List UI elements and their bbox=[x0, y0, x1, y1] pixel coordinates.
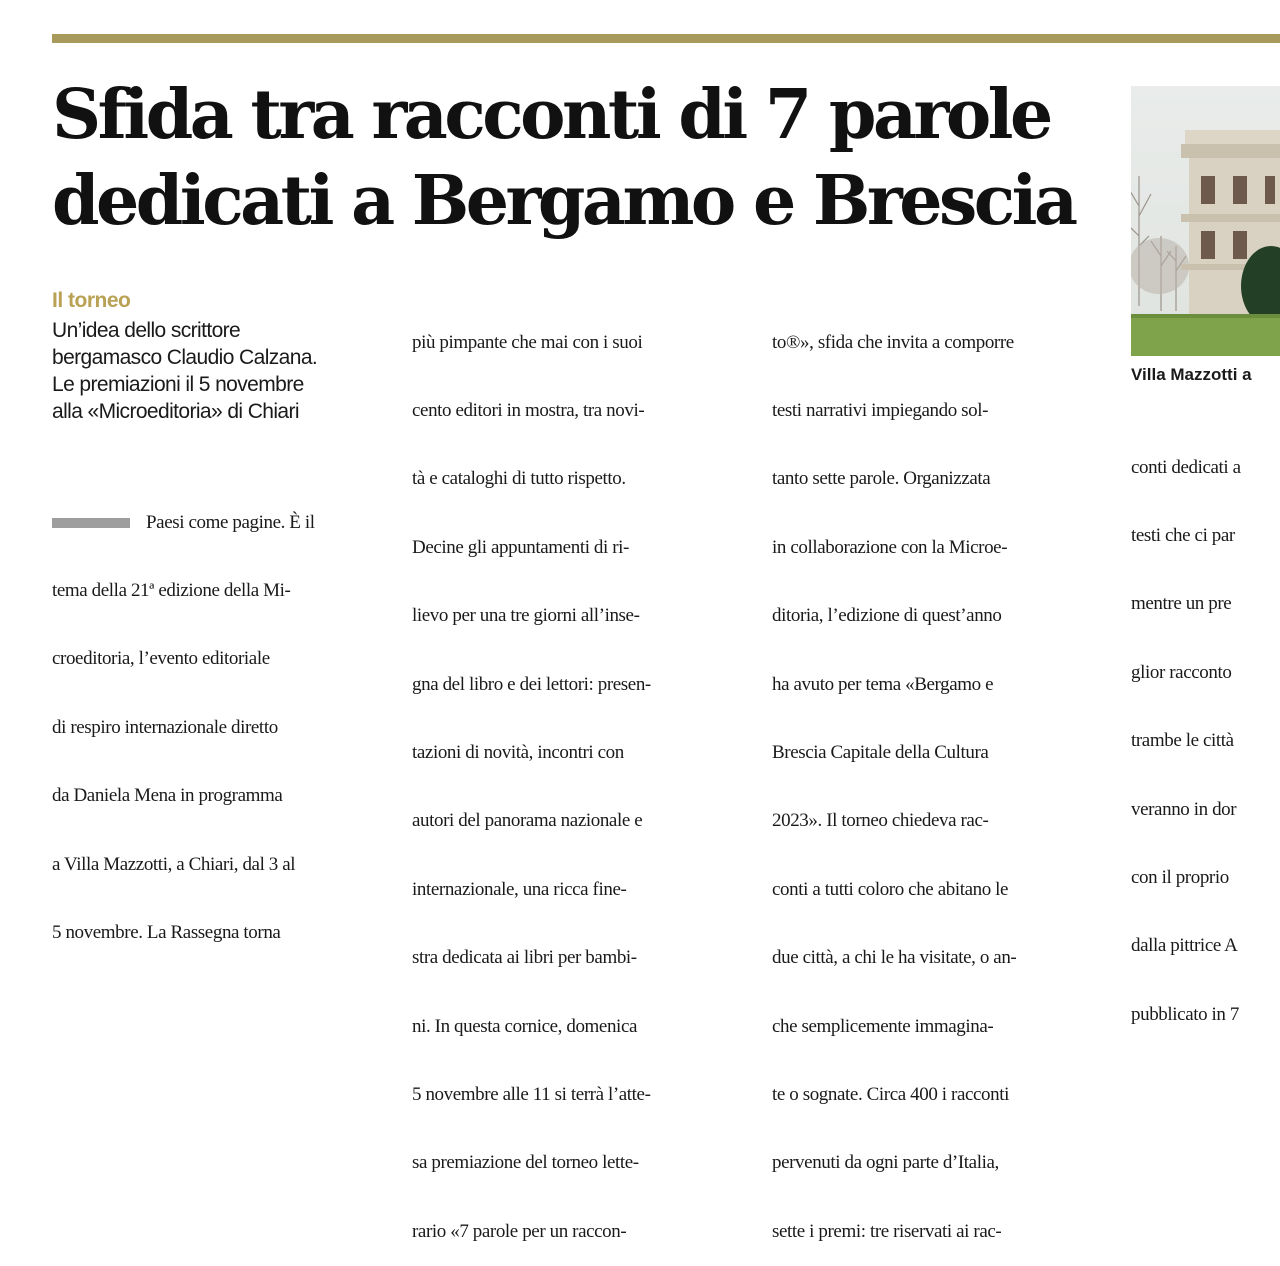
article-column-3 bbox=[772, 286, 1102, 1266]
column-line: to®», sfida che invita a comporre bbox=[772, 331, 1014, 353]
column-line: trambe le città bbox=[1131, 730, 1234, 752]
subhead-line: bergamasco Claudio Calzana. bbox=[52, 346, 318, 369]
column-line: Paesi come pagine. È il bbox=[52, 512, 382, 535]
column-line: da Daniela Mena in programma bbox=[52, 785, 283, 807]
column-line: sette i premi: tre riservati ai rac- bbox=[772, 1220, 1002, 1242]
column-line: veranno in dor bbox=[1131, 798, 1237, 820]
column-line: Brescia Capitale della Cultura bbox=[772, 741, 989, 763]
column-line: tazioni di novità, incontri con bbox=[412, 741, 624, 763]
article-column-1 bbox=[52, 466, 382, 968]
column-line: autori del panorama nazionale e bbox=[412, 810, 643, 832]
column-line: tema della 21ª edizione della Mi- bbox=[52, 579, 291, 601]
column-line: 2023». Il torneo chiedeva rac- bbox=[772, 810, 989, 832]
column-line: rario «7 parole per un raccon- bbox=[412, 1220, 627, 1242]
column-line: tà e cataloghi di tutto rispetto. bbox=[412, 468, 626, 490]
column-line: croeditoria, l’evento editoriale bbox=[52, 648, 270, 670]
headline-line-2: dedicati a Bergamo e Brescia bbox=[52, 161, 1075, 241]
column-line: ni. In questa cornice, domenica bbox=[412, 1015, 638, 1037]
column-line: Decine gli appuntamenti di ri- bbox=[412, 536, 629, 558]
top-rule bbox=[52, 34, 1280, 43]
column-line: a Villa Mazzotti, a Chiari, dal 3 al bbox=[52, 853, 296, 875]
column-line: 5 novembre alle 11 si terrà l’atte- bbox=[412, 1083, 651, 1105]
column-line: conti a tutti coloro che abitano le bbox=[772, 878, 1009, 900]
column-line: te o sognate. Circa 400 i racconti bbox=[772, 1083, 1010, 1105]
column-line: pubblicato in 7 bbox=[1131, 1003, 1239, 1025]
column-line: mentre un pre bbox=[1131, 593, 1232, 615]
column-line: che semplicemente immagina- bbox=[772, 1015, 994, 1037]
column-line: tanto sette parole. Organizzata bbox=[772, 468, 991, 490]
column-line: stra dedicata ai libri per bambi- bbox=[412, 947, 637, 969]
villa-photo bbox=[1131, 86, 1280, 356]
column-line: con il proprio bbox=[1131, 866, 1229, 888]
column-line: ditoria, l’edizione di quest’anno bbox=[772, 605, 1002, 627]
subhead-line: Le premiazioni il 5 novembre bbox=[52, 373, 304, 396]
photo-caption: Villa Mazzotti a bbox=[1131, 365, 1252, 384]
column-line: testi che ci par bbox=[1131, 524, 1235, 546]
column-line: lievo per una tre giorni all’inse- bbox=[412, 605, 640, 627]
column-line: di respiro internazionale diretto bbox=[52, 716, 278, 738]
villa-illustration bbox=[1131, 86, 1280, 356]
column-line: dalla pittrice A bbox=[1131, 935, 1238, 957]
column-line: in collaborazione con la Microe- bbox=[772, 536, 1008, 558]
column-line: internazionale, una ricca fine- bbox=[412, 878, 627, 900]
column-line: testi narrativi impiegando sol- bbox=[772, 399, 989, 421]
column-line: pervenuti da ogni parte d’Italia, bbox=[772, 1152, 999, 1174]
article-column-2 bbox=[412, 286, 742, 1266]
subhead-line: alla «Microeditoria» di Chiari bbox=[52, 400, 299, 423]
lead-bar bbox=[52, 518, 130, 528]
article-column-4 bbox=[1131, 411, 1280, 1049]
column-line: più pimpante che mai con i suoi bbox=[412, 331, 643, 353]
kicker: Il torneo bbox=[52, 289, 131, 312]
column-line: cento editori in mostra, tra novi- bbox=[412, 399, 645, 421]
subhead bbox=[52, 317, 382, 425]
column-line: ha avuto per tema «Bergamo e bbox=[772, 673, 994, 695]
column-line: due città, a chi le ha visitate, o an- bbox=[772, 947, 1017, 969]
headline bbox=[52, 72, 1122, 244]
subhead-line: Un’idea dello scrittore bbox=[52, 319, 241, 342]
column-line: glior racconto bbox=[1131, 661, 1232, 683]
headline-line-1: Sfida tra racconti di 7 parole bbox=[52, 75, 1050, 155]
column-line: sa premiazione del torneo lette- bbox=[412, 1152, 639, 1174]
column-line: conti dedicati a bbox=[1131, 456, 1241, 478]
column-line: gna del libro e dei lettori: presen- bbox=[412, 673, 651, 695]
column-line: 5 novembre. La Rassegna torna bbox=[52, 921, 281, 943]
